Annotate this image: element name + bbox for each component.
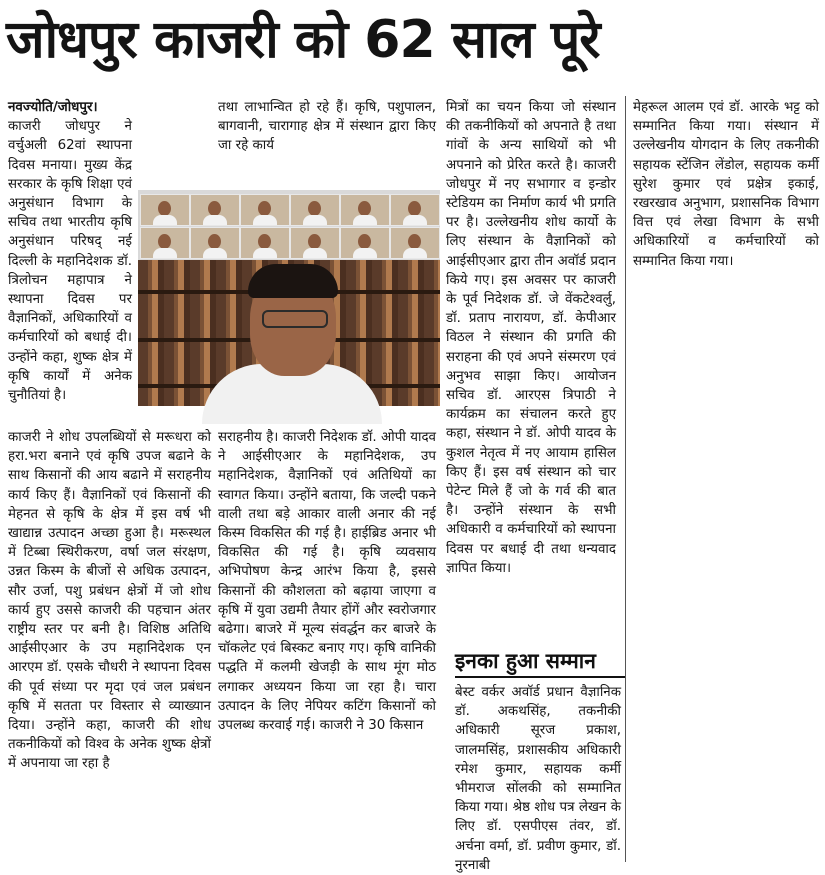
video-conference-photo bbox=[138, 190, 440, 406]
article-paragraph: तथा लाभान्वित हो रहे हैं। कृषि, पशुपालन, बागवानी, चारागाह क्षेत्र में संस्थान द्वारा किए जा रहे कार्य bbox=[218, 100, 436, 154]
column-divider bbox=[625, 96, 626, 862]
column-2-bottom bbox=[218, 428, 436, 858]
speaker-hair bbox=[248, 264, 338, 298]
article-paragraph: मेहरूल आलम एवं डॉ. आरके भट्ट को सम्मानित किया गया। संस्थान में उल्लेखनीय योगदान के लिए तकनीकी सहायक स्टेंजिन लेंडोल, सहायक कर्मी सुरेश कुमार एवं प्रक्षेत्र इकाई, रखरखाव अनुभाग, प्रशासनिक विभाग वित्त एवं लेखा विभाग के सभी अधिकारियों व कर्मचारियों को सम्मानित किया गया। bbox=[633, 100, 819, 269]
article-paragraph bbox=[8, 98, 132, 405]
speaker-glasses bbox=[262, 310, 328, 328]
column-1-continued bbox=[8, 428, 211, 858]
article-paragraph: सराहनीय है। काजरी निदेशक डॉ. ओपी यादव ने आईसीएआर के महानिदेशक, उप महानिदेशक, वैज्ञानिकों एवं अतिथियों का स्वागत किया। उन्होंने बताया, कि जल्दी पकने वाली तथा बड़े आकार वाली अनार की नई किस्म विकसित की गई है। हाईब्रिड अनार भी विकसित की गई है। कृषि व्यवसाय अभिपोषण केन्द्र आरंभ किया है, इससे किसानों की कौशलता को बढ़ाया जाएगा व कृषि में युवा उद्यमी तैयार होंगें और स्वरोजगार बढेगा। बाजरे में मूल्य संवर्द्धन कर बाजरे के चॉकलेट एवं बिस्कट बनाए गए। कृषि वानिकी पद्धति में कलमी खेजड़ी के साथ मूंग मोठ लगाकर अध्ययन किया जा रहा है। चारा उत्पादन के लिए नेपियर कटिंग किसानों को उपलब्ध करवाई गई। काजरी ने 30 किसान bbox=[218, 430, 436, 734]
column-3-lower bbox=[455, 683, 621, 873]
column-3 bbox=[446, 98, 616, 640]
subheading: इनका हुआ सम्मान bbox=[455, 649, 596, 673]
subheading-underline bbox=[455, 676, 625, 678]
participant-thumbnails bbox=[138, 190, 440, 260]
article-paragraph: काजरी ने शोध उपलब्धियों से मरूधरा को हरा.भरा बनाने एवं कृषि उपज बढाने के साथ किसानों की आय बढाने में सराहनीय कार्य किए हैं। वैज्ञानिकों एवं किसानों की मेहनत से कृषि के क्षेत्र में इस वर्ष भी खाद्यान्न उत्पादन अच्छा हुआ है। मरूस्थल में टिब्बा स्थिरीकरण, वर्षा जल संरक्षण, उन्नत किस्म के बीजों से अधिक उत्पादन, सौर उर्जा, पशु प्रबंधन क्षेत्रों में जो शोध कार्य हुए उससे काजरी की पहचान अंतर राष्ट्रीय स्तर पर बनी है। विशिष्ठ अतिथि आईसीएआर के उप महानिदेशक एन आरएम डॉ. एसके चौधरी ने स्थापना दिवस की पूर्व संध्या पर मृदा एवं जल प्रबंधन कृषि में सतता पर विस्तार से व्याख्यान दिया। उन्होंने कहा, काजरी की शोध तकनीकियों को विश्व के अनेक शुष्क क्षेत्रों में अपनाया जा रहा है bbox=[8, 430, 211, 772]
column-1 bbox=[8, 98, 132, 428]
dateline: नवज्योति/जोधपुर। bbox=[8, 100, 98, 115]
headline: जोधपुर काजरी को 62 साल पूरे bbox=[6, 10, 600, 70]
column-2-top bbox=[218, 98, 436, 160]
column-4 bbox=[633, 98, 819, 318]
article-paragraph: बेस्ट वर्कर अवॉर्ड प्रधान वैज्ञानिक डॉ. अकथसिंह, तकनीकी अधिकारी सूरज प्रकाश, जालमसिंह, प्रशासकीय अधिकारी रमेश कुमार, सहायक कर्मी भीमराज सोंलकी को सम्मानित किया गया। श्रेष्ठ शोध पत्र लेखन के लिए डॉ. एसपीएस तंवर, डॉ. अर्चना वर्मा, डॉ. प्रवीण कुमार, डॉ. नुरनाबी bbox=[455, 685, 621, 873]
article-paragraph: मित्रों का चयन किया जो संस्थान की तकनीकियों को अपनाते है तथा गांवों के अन्य साथियों को भी अपनाने को प्रेरित करते है। काजरी जोधपुर में नए सभागार व इन्डोर स्टेडियम का निर्माण कार्य भी प्रगति पर है। उल्लेखनीय शोध कार्यो के लिए संस्थान के वैज्ञानिकों को आईसीएआर द्वारा तीन अवॉर्ड प्रदान किये गए। इस अवसर पर काजरी के पूर्व निदेशक डॉ. जे वेंकटेश्वर्लु, डॉ. प्रताप नारायण, डॉ. केपीआर विठल ने संस्थान की प्रगति की सराहना की एवं अपने संस्मरण एवं अनुभव साझा किए। आयोजन सचिव डॉ. आरएस त्रिपाठी ने कार्यक्रम का संचालन करते हुए कहा, संस्थान ने डॉ. ओपी यादव के कुशल नेतृत्व में नए आयाम हासिल किए हैं। इस वर्ष संस्थान को चार पेटेन्ट मिले हैं जो के गर्व की बात है। उन्होंने संस्थान के सभी अधिकारी व कर्मचारियों को स्थापना दिवस पर बधाई दी तथा धन्यवाद ज्ञापित किया। bbox=[446, 100, 616, 576]
paragraph-text: काजरी जोधपुर ने वर्चुअली 62वां स्थापना दिवस मनाया। मुख्य केंद्र सरकार के कृषि शिक्षा एवं अनुसंधान विभाग के सचिव तथा भारतीय कृषि अनुसंधान परिषद् नई दिल्ली के महानिदेशक डॉ. त्रिलोचन महापात्र ने स्थापना दिवस पर वैज्ञानिकों, अधिकारियों व कर्मचारियों को बधाई दी। उन्होंने कहा, शुष्क क्षेत्र में कृषि कार्यों में अनेक चुनौतियां है। bbox=[8, 119, 132, 404]
